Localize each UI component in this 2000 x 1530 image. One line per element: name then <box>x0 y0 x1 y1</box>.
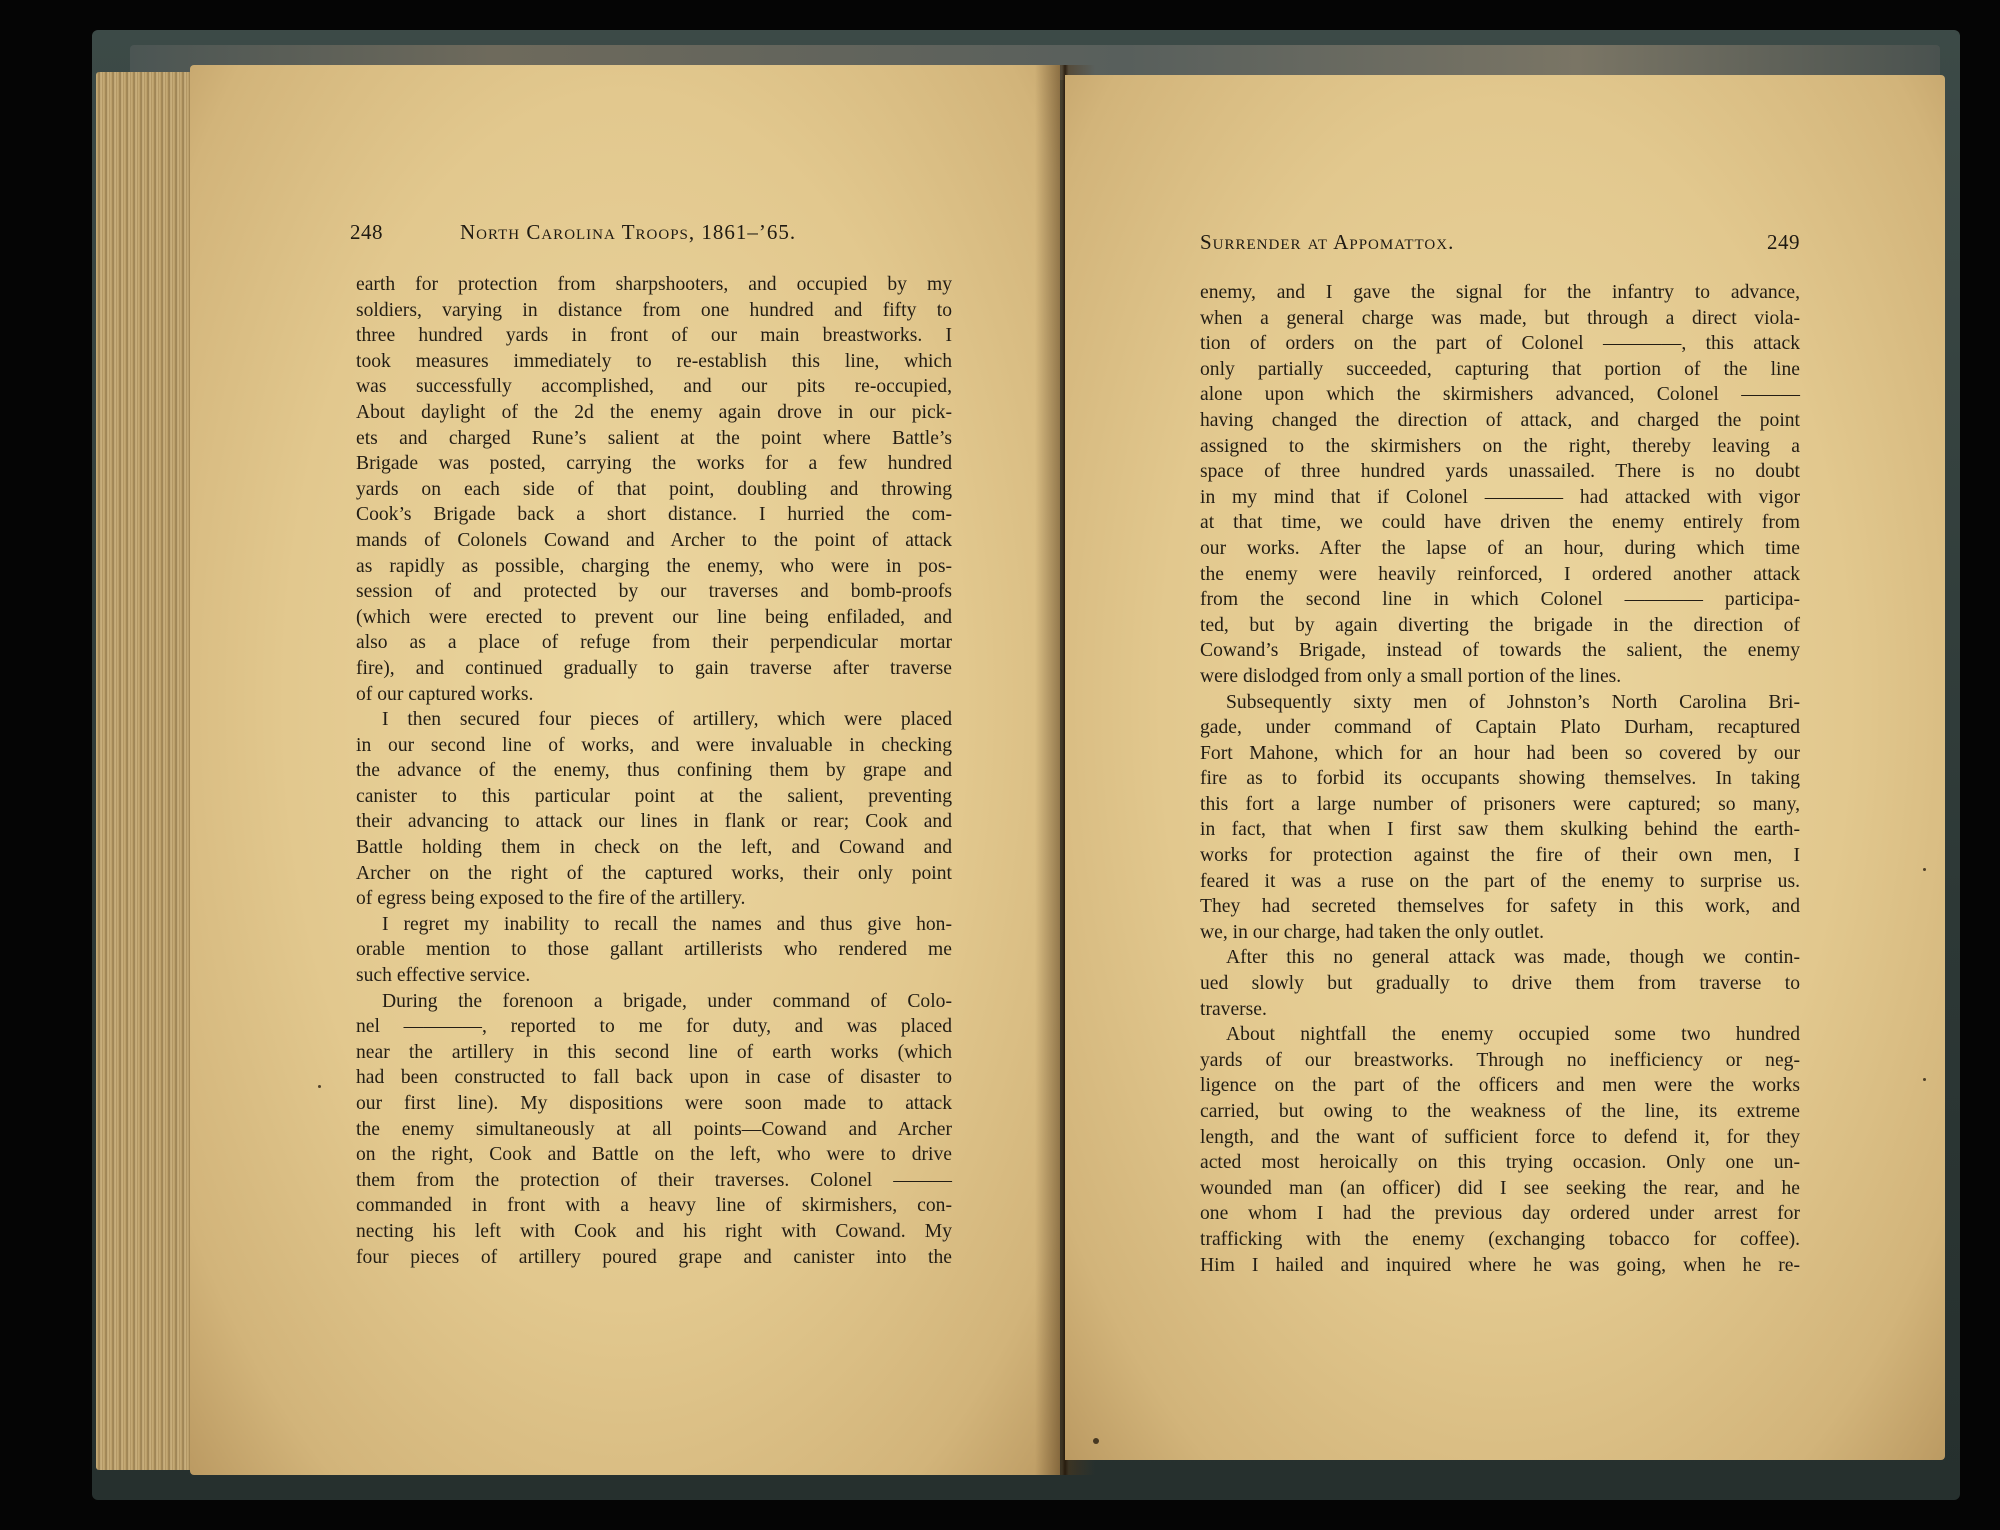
paper-speck <box>318 1085 321 1088</box>
text-line: of our captured works. <box>356 683 534 705</box>
text-line: one whom I had the previous day ordered under arrest for <box>1200 1203 1800 1225</box>
text-line: ets and charged Rune’s salient at the point where Battle’s <box>356 427 952 449</box>
text-line: They had secreted themselves for safety in this work, and <box>1200 896 1800 918</box>
text-line: were dislodged from only a small portion of the lines. <box>1200 665 1622 687</box>
text-line: assigned to the skirmishers on the right, thereby leaving a <box>1200 435 1800 457</box>
text-line: the advance of the enemy, thus confining them by grape and <box>356 760 952 782</box>
text-line: Battle holding them in check on the left, and Cowand and <box>356 837 952 859</box>
text-line: necting his left with Cook and his right with Cowand. My <box>356 1220 952 1242</box>
text-line: About daylight of the 2d the enemy again drove in our pick- <box>356 401 952 423</box>
text-line: our works. After the lapse of an hour, during which time <box>1200 537 1800 559</box>
text-line: Cowand’s Brigade, instead of towards the salient, the enemy <box>1200 640 1800 662</box>
text-line: Archer on the right of the captured works, their only point <box>356 862 952 884</box>
text-line: carried, but owing to the weakness of the line, its extreme <box>1200 1101 1800 1122</box>
text-line: works for protection against the fire of their own men, I <box>1200 845 1800 867</box>
text-line: session of and protected by our traverses and bomb-proofs <box>356 581 952 603</box>
text-line: the enemy were heavily reinforced, I ordered another attack <box>1200 563 1800 585</box>
text-line: only partially succeeded, capturing that portion of the line <box>1200 358 1800 380</box>
text-line: their advancing to attack our lines in flank or rear; Cook and <box>356 811 952 833</box>
text-line: also as a place of refuge from their perpendicular mortar <box>356 632 952 654</box>
right-page <box>1065 75 1945 1460</box>
text-line: our first line). My dispositions were soon made to attack <box>356 1093 952 1114</box>
page-edges <box>96 72 196 1470</box>
text-line: from the second line in which Colonel ———— participa- <box>1200 589 1800 611</box>
text-line: earth for protection from sharpshooters, and occupied by my <box>356 274 952 295</box>
text-line: fire as to forbid its occupants showing themselves. In taking <box>1200 768 1800 790</box>
text-line: this fort a large number of prisoners were captured; so many, <box>1200 793 1800 815</box>
text-line: traverse. <box>1200 998 1267 1020</box>
paper-speck <box>1093 1438 1099 1444</box>
text-line: tion of orders on the part of Colonel ————, this attack <box>1200 333 1800 355</box>
text-line: we, in our charge, had taken the only outlet. <box>1200 921 1545 943</box>
text-line: mands of Colonels Cowand and Archer to the point of attack <box>356 529 952 551</box>
text-line: length, and the want of sufficient force to defend it, for they <box>1200 1126 1800 1148</box>
text-line: Brigade was posted, carrying the works for a few hundred <box>356 453 952 475</box>
text-line: of egress being exposed to the fire of the artillery. <box>356 888 746 910</box>
paper-speck <box>1923 1078 1926 1081</box>
text-line: Cook’s Brigade back a short distance. I hurried the com- <box>356 504 952 526</box>
text-line: four pieces of artillery poured grape and canister into the <box>356 1246 952 1268</box>
text-line: After this no general attack was made, though we contin- <box>1226 947 1800 969</box>
text-line: on the right, Cook and Battle on the left, who were to drive <box>356 1144 952 1166</box>
right-running-title: Surrender at Appomattox. <box>1200 230 1455 254</box>
text-line: alone upon which the skirmishers advanced, Colonel ——— <box>1200 384 1800 406</box>
text-line: trafficking with the enemy (exchanging tobacco for coffee). <box>1200 1228 1800 1250</box>
text-line: them from the protection of their traverses. Colonel ——— <box>356 1169 952 1191</box>
left-page-header <box>350 220 950 260</box>
text-line: near the artillery in this second line of earth works (which <box>356 1041 952 1063</box>
text-line: ligence on the part of the officers and men were the works <box>1200 1075 1800 1097</box>
text-line: nel ————, reported to me for duty, and was placed <box>356 1016 952 1038</box>
text-line: having changed the direction of attack, and charged the point <box>1200 409 1800 431</box>
text-line: Him I hailed and inquired where he was going, when he re- <box>1200 1254 1800 1276</box>
text-line: in our second line of works, and were invaluable in checking <box>356 734 952 756</box>
text-line: space of three hundred yards unassailed. There is no doubt <box>1200 461 1800 483</box>
text-line: canister to this particular point at the salient, preventing <box>356 785 952 807</box>
left-page-body <box>356 272 952 1270</box>
text-line: when a general charge was made, but through a direct viola- <box>1200 307 1800 329</box>
text-line: such effective service. <box>356 965 531 987</box>
text-line: (which were erected to prevent our line being enfiladed, and <box>356 606 952 628</box>
right-page-number: 249 <box>1767 230 1800 254</box>
text-line: Fort Mahone, which for an hour had been so covered by our <box>1200 742 1800 764</box>
text-line: in fact, that when I first saw them skulking behind the earth- <box>1200 819 1800 841</box>
text-line: I regret my inability to recall the names and thus give hon- <box>382 913 952 935</box>
text-line: in my mind that if Colonel ———— had attacked with vigor <box>1200 486 1800 508</box>
text-line: at that time, we could have driven the enemy entirely from <box>1200 512 1800 534</box>
left-page <box>190 65 1060 1475</box>
text-line: gade, under command of Captain Plato Durham, recaptured <box>1200 717 1800 739</box>
text-line: About nightfall the enemy occupied some two hundred <box>1226 1024 1800 1046</box>
text-line: fire), and continued gradually to gain traverse after traverse <box>356 657 952 679</box>
text-line: yards on each side of that point, doubling and throwing <box>356 478 952 500</box>
right-page-header <box>1200 230 1800 270</box>
text-line: enemy, and I gave the signal for the infantry to advance, <box>1200 282 1800 303</box>
text-line: acted most heroically on this trying occasion. Only one un- <box>1200 1152 1800 1174</box>
text-line: orable mention to those gallant artillerists who rendered me <box>356 939 952 961</box>
text-line: had been constructed to fall back upon in case of disaster to <box>356 1067 952 1089</box>
text-line: ted, but by again diverting the brigade in the direction of <box>1200 614 1800 636</box>
paper-speck <box>1923 868 1926 871</box>
text-line: wounded man (an officer) did I see seeking the rear, and he <box>1200 1177 1800 1199</box>
text-line: soldiers, varying in distance from one hundred and fifty to <box>356 299 952 321</box>
text-line: the enemy simultaneously at all points—Cowand and Archer <box>356 1118 952 1140</box>
text-line: was successfully accomplished, and our pits re-occupied, <box>356 376 952 398</box>
text-line: yards of our breastworks. Through no inefficiency or neg- <box>1200 1049 1800 1071</box>
right-page-body <box>1200 280 1800 1278</box>
text-line: I then secured four pieces of artillery, which were placed <box>382 709 952 731</box>
text-line: took measures immediately to re-establish this line, which <box>356 350 952 372</box>
left-running-title: North Carolina Troops, 1861–’65. <box>460 220 797 244</box>
text-line: three hundred yards in front of our main breastworks. I <box>356 325 952 347</box>
text-line: as rapidly as possible, charging the enemy, who were in pos- <box>356 555 952 577</box>
text-line: Subsequently sixty men of Johnston’s North Carolina Bri- <box>1226 691 1800 713</box>
text-line: feared it was a ruse on the part of the enemy to surprise us. <box>1200 870 1800 892</box>
text-line: commanded in front with a heavy line of skirmishers, con- <box>356 1195 952 1217</box>
left-page-number: 248 <box>350 220 383 244</box>
text-line: During the forenoon a brigade, under command of Colo- <box>382 990 952 1012</box>
text-line: ued slowly but gradually to drive them from traverse to <box>1200 973 1800 995</box>
